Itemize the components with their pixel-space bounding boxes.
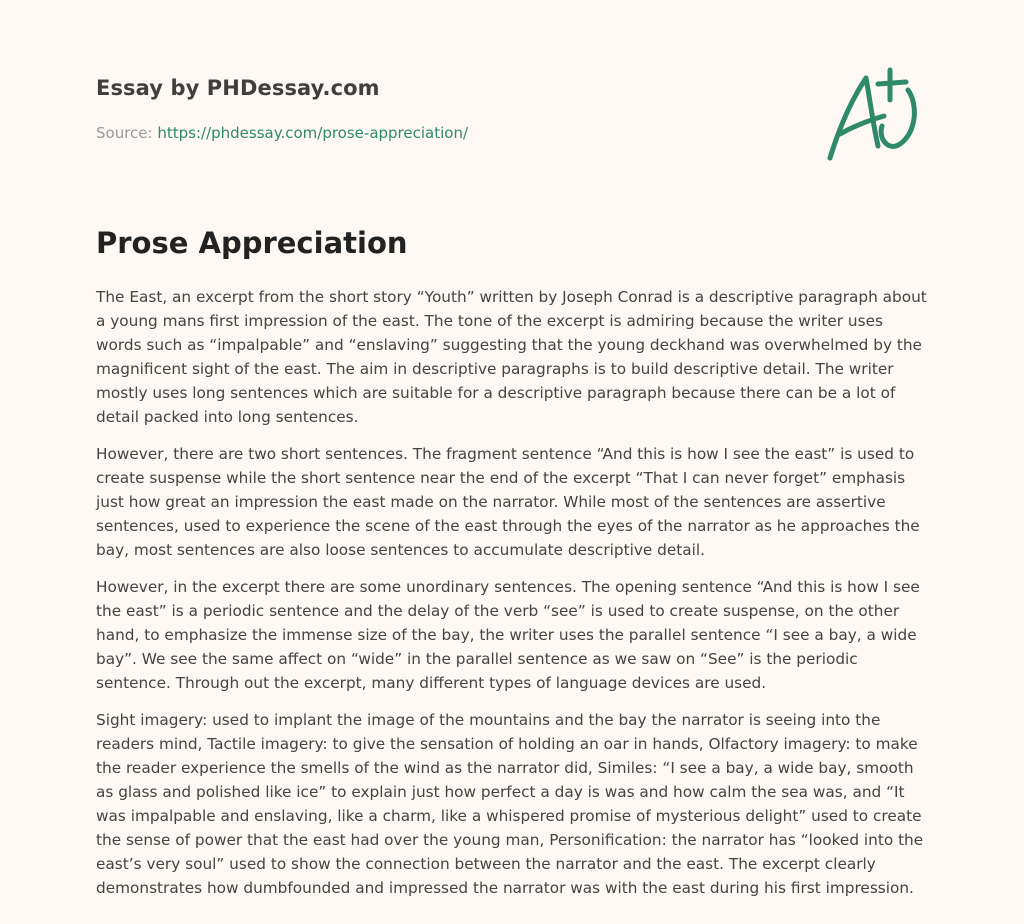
source-label: Source: — [96, 124, 153, 142]
essay-paragraph: However, in the excerpt there are some unordinary sentences. The opening sentence “And this is how I see the east” is a periodic sentence and the delay of the verb “see” is used to create suspense, on the other hand, to emphasize the immense size of the bay, the writer uses the parallel sentence “I see a bay, a wide bay”. We see the same affect on “wide” in the parallel sentence as we saw on “See” is the periodic sentence. Through out the excerpt, many different types of language devices are used. — [96, 578, 920, 692]
essay-paragraph: The East, an excerpt from the short story “Youth” written by Joseph Conrad is a descriptive paragraph about a young mans first impression of the east. The tone of the excerpt is admiring because the writer uses words such as “impalpable” and “enslaving” suggesting that the young deckhand was overwhelmed by the magnificent sight of the east. The aim in descriptive paragraphs is to build descriptive detail. The writer mostly uses long sentences which are suitable for a descriptive paragraph because there can be a lot of detail packed into long sentences. — [96, 288, 927, 426]
site-title: Essay by PHDessay.com — [96, 76, 380, 100]
source-line — [96, 124, 468, 142]
essay-paragraph: Sight imagery: used to implant the image of the mountains and the bay the narrator is seeing into the readers mind, Tactile imagery: to give the sensation of holding an oar in hands, Olfactory imagery: to make the reader experience the smells of the wind as the narrator did, Similes: “I see a bay, a wide bay, smooth as glass and polished like ice” to explain just how perfect a day is was and how calm the sea was, and “It was impalpable and enslaving, like a charm, like a whispered promise of mysterious delight” used to create the sense of power that the east had over the young man, Personification: the narrator has “looked into the east’s very soul” used to show the connection between the narrator and the east. The excerpt clearly demonstrates how dumbfounded and impressed the narrator was with the east during his first impression. — [96, 711, 924, 897]
essay-title: Prose Appreciation — [96, 226, 408, 260]
essay-paragraph: However, there are two short sentences. The fragment sentence “And this is how I see the east” is used to create suspense while the short sentence near the end of the excerpt “That I can never forget” emphasis just how great an impression the east made on the narrator. While most of the sentences are assertive sentences, used to experience the scene of the east through the eyes of the narrator as he approaches the bay, most sentences are also loose sentences to accumulate descriptive detail. — [96, 445, 920, 559]
a-plus-logo-icon — [820, 66, 930, 166]
source-link[interactable]: https://phdessay.com/prose-appreciation/ — [157, 124, 469, 142]
essay-body — [96, 285, 932, 913]
